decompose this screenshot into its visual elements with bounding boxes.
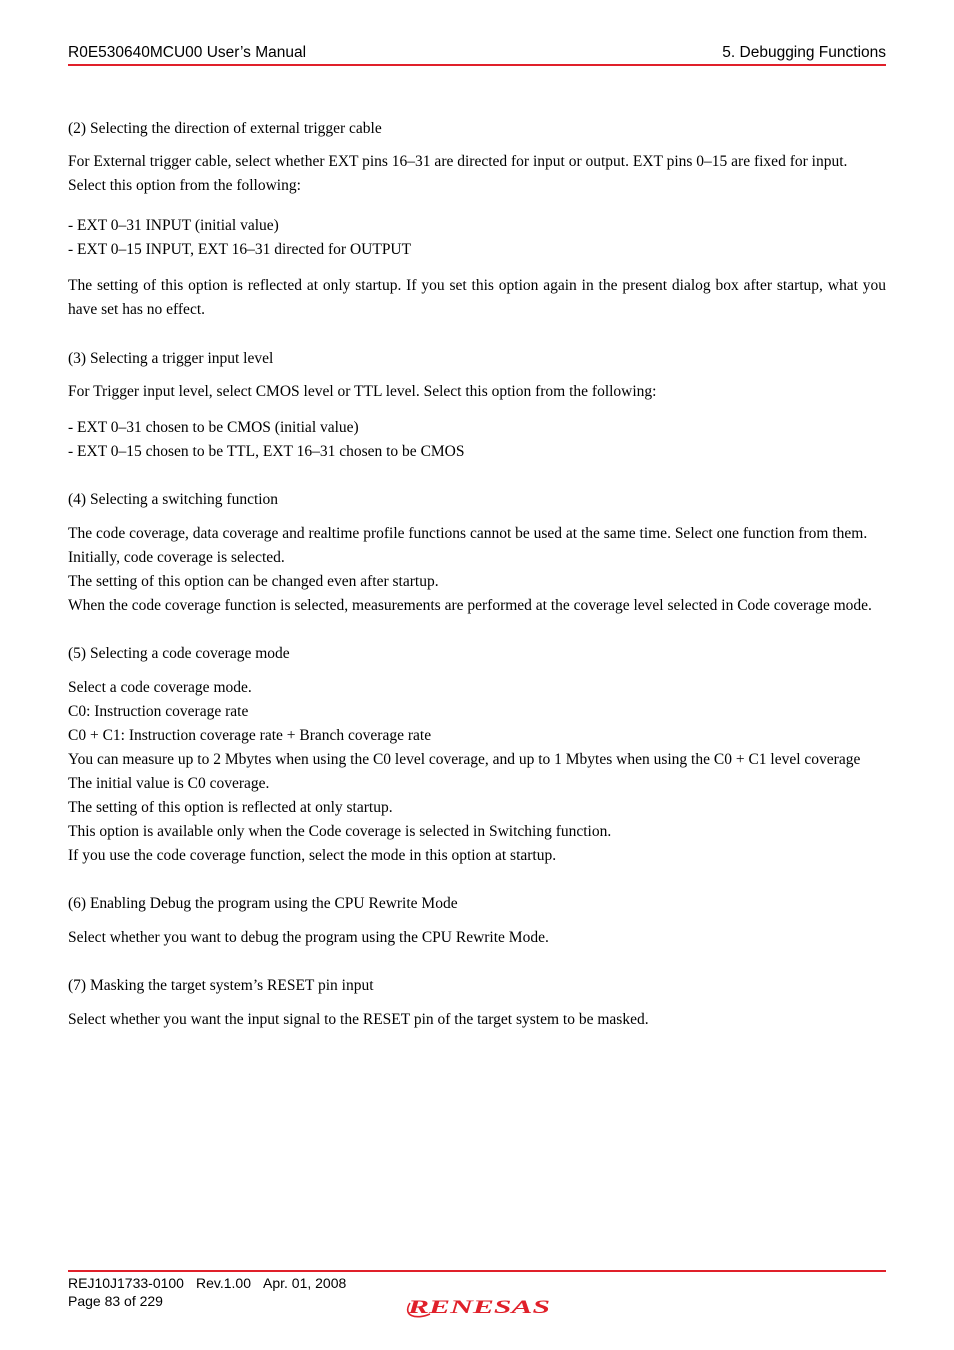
body-paragraph: - EXT 0–15 chosen to be TTL, EXT 16–31 chosen to be CMOS [68, 443, 465, 460]
body-paragraph: The setting of this option is reflected at only startup. [68, 799, 393, 816]
header-section-title: 5. Debugging Functions [722, 44, 886, 61]
main-content [68, 117, 886, 1032]
body-paragraph: Initially, code coverage is selected. [68, 549, 285, 566]
section-heading: (2) Selecting the direction of external trigger cable [68, 120, 382, 137]
body-paragraph: For Trigger input level, select CMOS level or TTL level. Select this option from the following: [68, 383, 657, 400]
body-paragraph: When the code coverage function is selected, measurements are performed at the coverage level selected in Code coverage mode. [68, 597, 872, 614]
footer-rule [68, 1270, 886, 1272]
body-paragraph: Select whether you want to debug the program using the CPU Rewrite Mode. [68, 929, 549, 946]
body-paragraph: Select whether you want the input signal to the RESET pin of the target system to be masked. [68, 1011, 649, 1028]
section-heading: (3) Selecting a trigger input level [68, 350, 274, 367]
renesas-logo [402, 1294, 552, 1320]
body-paragraph: - EXT 0–15 INPUT, EXT 16–31 directed for OUTPUT [68, 241, 412, 258]
body-paragraph: - EXT 0–31 INPUT (initial value) [68, 217, 279, 234]
body-paragraph: If you use the code coverage function, select the mode in this option at startup. [68, 847, 557, 864]
body-paragraph: The initial value is C0 coverage. [68, 775, 270, 792]
header-manual-title: R0E530640MCU00 User’s Manual [68, 44, 307, 61]
body-paragraph: For External trigger cable, select whether EXT pins 16–31 are directed for input or output. EXT pins 0–15 are fixed for input. [68, 153, 848, 170]
body-paragraph: Select this option from the following: [68, 177, 301, 194]
body-paragraph: The setting of this option is reflected at only startup. If you set this option again in the present dialog box after startup, what you have set has no effect. [68, 277, 886, 318]
body-paragraph: This option is available only when the Code coverage is selected in Switching function. [68, 823, 612, 840]
body-paragraph: Select a code coverage mode. [68, 679, 252, 696]
body-paragraph: You can measure up to 2 Mbytes when using the C0 level coverage, and up to 1 Mbytes when using the C0 + C1 level coverage [68, 751, 861, 768]
header-rule [68, 64, 886, 66]
page-header [68, 44, 886, 64]
footer-doc-line [68, 1274, 886, 1292]
body-paragraph: The setting of this option can be changed even after startup. [68, 573, 439, 590]
body-paragraph: C0 + C1: Instruction coverage rate + Branch coverage rate [68, 727, 432, 744]
section-heading: (4) Selecting a switching function [68, 491, 279, 508]
section-heading: (6) Enabling Debug the program using the CPU Rewrite Mode [68, 895, 458, 912]
footer-revision: Rev.1.00 [195, 1275, 251, 1291]
section-heading: (7) Masking the target system’s RESET pin input [68, 977, 374, 994]
body-paragraph: The code coverage, data coverage and realtime profile functions cannot be used at the same time. Select one function from them. [68, 525, 868, 542]
footer-date: Apr. 01, 2008 [262, 1275, 347, 1291]
footer-page-number: Page 83 of 229 [68, 1293, 163, 1309]
logo-wordmark: RENESAS [406, 1297, 550, 1318]
footer-doc-id: REJ10J1733-0100 [68, 1275, 184, 1291]
body-paragraph: - EXT 0–31 chosen to be CMOS (initial value) [68, 419, 359, 436]
body-paragraph: C0: Instruction coverage rate [68, 703, 249, 720]
section-heading: (5) Selecting a code coverage mode [68, 645, 290, 662]
